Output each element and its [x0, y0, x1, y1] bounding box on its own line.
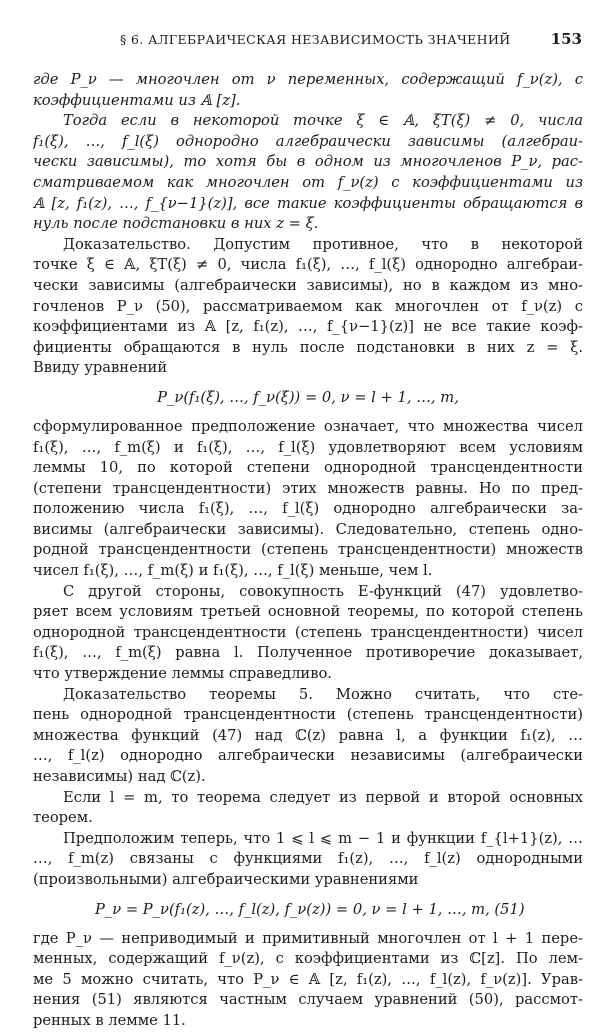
display-equation-51: P_ν = P_ν(f₁(z), …, f_l(z), f_ν(z)) = 0, ν = l + 1, …, m, (51) — [95, 900, 525, 918]
theorem-proof-line: …, f_m(z) связаны с функциями f₁(z), …, f_l(z) однородными — [33, 850, 583, 868]
proof-line: чески зависимы (алгебраически зависимы), но в каждом из мно- — [33, 276, 583, 294]
proof-line: что утверждение леммы справедливо. — [33, 665, 332, 683]
proof-line: f₁(ξ), …, f_m(ξ) и f₁(ξ), …, f_l(ξ) удовлетворяют всем условиям — [33, 438, 583, 456]
text-line: где P_ν — многочлен от ν переменных, содержащий f_ν(z), с — [33, 71, 583, 88]
proof-line: фициенты обращаются в нуль после подстановки в них z = ξ. — [33, 338, 583, 356]
body-text — [33, 70, 583, 1032]
theorem-proof-line: пень однородной трансцендентности (степень трансцендентности) — [33, 706, 583, 724]
running-header — [120, 30, 582, 52]
proof-line: f₁(ξ), …, f_m(ξ) равна l. Полученное противоречие доказывает, — [33, 644, 583, 662]
proof-line: точке ξ ∈ 𝔸, ξT(ξ) ≠ 0, числа f₁(ξ), …, f_l(ξ) однородно алгебраи- — [33, 256, 583, 274]
theorem-proof-line: Доказательство теоремы 5. Можно считать, что сте- — [63, 685, 583, 703]
theorem-proof-line: независимы) над ℂ(z). — [33, 768, 206, 785]
lemma-statement-line: чески зависимы), то хотя бы в одном из многочленов P_ν, рас- — [33, 153, 583, 171]
lemma-statement-line: сматриваемом как многочлен от f_ν(z) с коэффициентами из — [33, 173, 583, 191]
proof-line: родной трансцендентности (степень трансцендентности) множеств — [33, 541, 583, 559]
proof-line: ряет всем условиям третьей основной теоремы, по которой степень — [33, 603, 583, 621]
proof-line: гочленов P_ν (50), рассматриваемом как многочлен от f_ν(z) с — [33, 297, 583, 315]
theorem-proof-line: теорем. — [33, 809, 93, 827]
theorem-proof-line: ренных в лемме 11. — [33, 1011, 186, 1029]
proof-line: Ввиду уравнений — [33, 359, 168, 377]
lemma-statement-line: 𝔸 [z, f₁(z), …, f_{ν−1}(z)], все такие коэффициенты обращаются в — [33, 194, 583, 212]
theorem-proof-line: нения (51) являются частным случаем уравнений (50), рассмот- — [33, 991, 583, 1009]
lemma-statement-line: f₁(ξ), …, f_l(ξ) однородно алгебраически зависимы (алгебраи- — [33, 132, 583, 150]
display-equation: P_ν(f₁(ξ), …, f_ν(ξ)) = 0, ν = l + 1, …, m, — [157, 388, 459, 406]
theorem-proof-line: где P_ν — неприводимый и примитивный многочлен от l + 1 пере- — [33, 929, 583, 947]
proof-line: (степени трансцендентности) этих множеств равны. Но по пред- — [33, 479, 583, 497]
lemma-statement-line: Тогда если в некоторой точке ξ ∈ 𝔸, ξT(ξ) ≠ 0, числа — [63, 112, 583, 130]
proof-line: С другой стороны, совокупность E-функций (47) удовлетво- — [63, 582, 583, 600]
theorem-proof-line: множества функций (47) над ℂ(z) равна l, а функции f₁(z), … — [33, 726, 583, 744]
text-line: коэффициентами из 𝔸 [z]. — [33, 91, 241, 109]
page-number: 153 — [550, 30, 582, 48]
proof-line: однородной трансцендентности (степень трансцендентности) чисел — [33, 623, 583, 641]
proof-line: чисел f₁(ξ), …, f_m(ξ) и f₁(ξ), …, f_l(ξ) меньше, чем l. — [33, 562, 433, 580]
proof-line: леммы 10, по которой степени однородной трансцендентности — [33, 459, 583, 477]
theorem-proof-line: Если l = m, то теорема следует из первой и второй основных — [63, 788, 583, 806]
lemma-statement-line: нуль после подстановки в них z = ξ. — [33, 215, 319, 233]
theorem-proof-line: Предположим теперь, что 1 ⩽ l ⩽ m − 1 и функции f_{l+1}(z), … — [63, 829, 583, 847]
proof-line: Доказательство. Допустим противное, что в некоторой — [63, 235, 583, 253]
theorem-proof-line: ме 5 можно считать, что P_ν ∈ 𝔸 [z, f₁(z), …, f_l(z), f_ν(z)]. Урав- — [33, 970, 583, 988]
proof-line: висимы (алгебраически зависимы). Следовательно, степень одно- — [33, 520, 583, 538]
section-title: § 6. АЛГЕБРАИЧЕСКАЯ НЕЗАВИСИМОСТЬ ЗНАЧЕНИЙ — [120, 32, 511, 47]
theorem-proof-line: менных, содержащий f_ν(z), с коэффициентами из ℂ[z]. По лем- — [33, 950, 583, 968]
theorem-proof-line: …, f_l(z) однородно алгебраически независимы (алгебраически — [33, 747, 583, 765]
proof-line: положению числа f₁(ξ), …, f_l(ξ) однородно алгебраически за- — [33, 500, 583, 518]
proof-line: сформулированное предположение означает, что множества чисел — [33, 417, 583, 435]
theorem-proof-line: (произвольными) алгебраическими уравнениями — [33, 870, 419, 888]
proof-line: коэффициентами из 𝔸 [z, f₁(z), …, f_{ν−1}(z)] не все такие коэф- — [33, 318, 583, 336]
